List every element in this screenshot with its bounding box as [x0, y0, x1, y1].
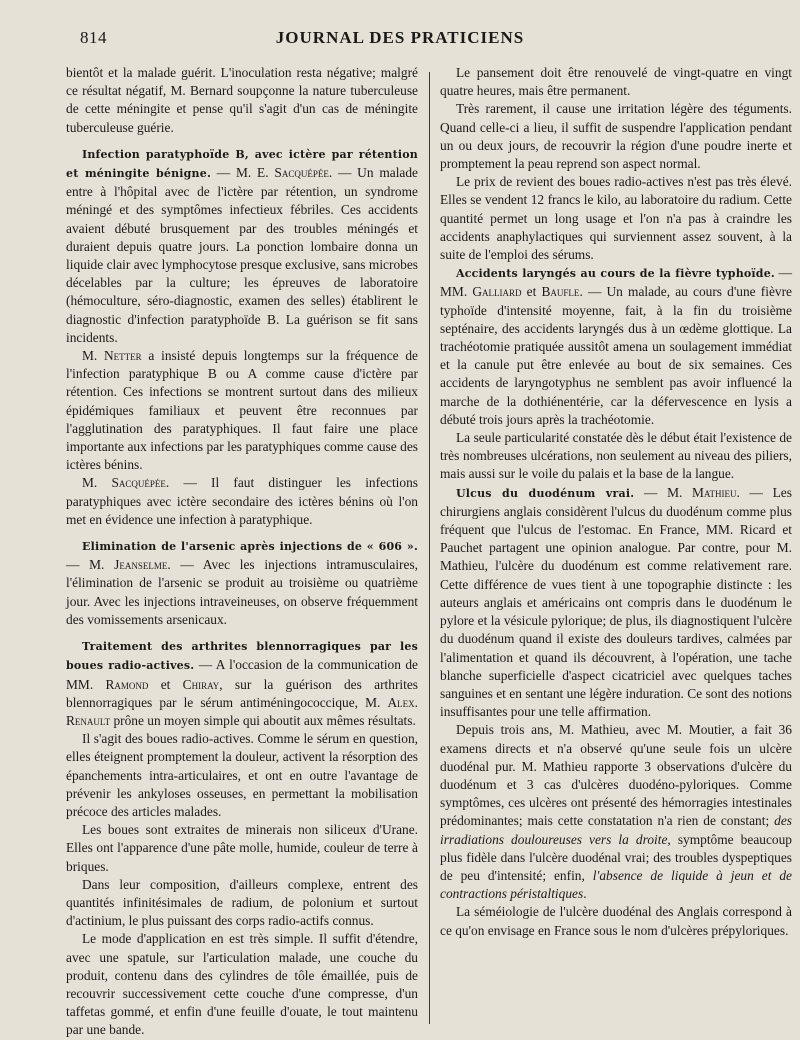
paragraph: Il s'agit des boues radio-actives. Comme le sérum en question, elles éteignent promptement la douleur, activent la résorption des épanchements intra-articulaires, et ont en outre l'avantage de prévenir les ankyloses osseuses, en permettant la mobilisation précoce des articles malades.	[66, 731, 418, 819]
author-name: Sacquépée	[111, 475, 166, 491]
italic-phrase: des irradiations douloureuses vers la droite	[440, 813, 792, 847]
paragraph: M. Sacquépée. — Il faut distinguer les infections paratyphiques avec ictère secondaire des ictères bénins où l'on met en évidence une infection à paratyphique.	[66, 475, 418, 527]
paragraph: Le mode d'application en est très simple. Il suffit d'étendre, avec une spatule, sur l'articulation malade, une couche du produit, contenu dans des cylindres de tôle émaillée, puis de recouvrir successivement cette couche d'une compresse, d'un taffetas gommé, et enfin d'une feuille d'ouate, le tout maintenu par une bande.	[66, 931, 418, 1038]
author-name: Sacquépée	[274, 165, 329, 181]
section-title: Traitement des arthrites blennorragiques par les boues radio-actives.	[66, 640, 418, 673]
paragraph: bientôt et la malade guérit. L'inoculation resta négative; malgré ce résultat négatif, M. Bernard soupçonne la nature tuberculeuse de cette méningite et pense qu'il s'agit d'un cas de méningite tuberculeuse guérie.	[66, 65, 418, 135]
section-title: Ulcus du duodénum vrai.	[456, 486, 635, 500]
author-name: Ramond	[105, 676, 149, 692]
page-number: 814	[80, 28, 107, 47]
paragraph: Dans leur composition, d'ailleurs complexe, entrent des quantités infinitésimales de radium, de polonium et surtout d'actinium, le plus puissant des corps radio-actifs connus.	[66, 876, 418, 929]
author-name: Galliard	[472, 284, 522, 300]
section-infection-paratyphoide: Infection paratyphoïde B, avec ictère par rétention et méningite bénigne. — M. E. Sacquépée. — Un malade entre à l'hôpital avec de l'ictère par rétention, un syndrome méningé et des symptômes infectieux fébriles. Ces accidents avaient débuté brusquement par des troubles méningés et duraient depuis quatre jours. La ponction lombaire donna un liquide clair avec lymphocytose presque exclusive, sans microbes décelables par la culture; les épreuves de laboratoire (hémoculture, séro-diagnostic, examen des selles) établirent le diagnostic d'infection paratyphoïde B. La guérison se fit sans incidents.	[66, 147, 418, 345]
section-title: Elimination de l'arsenic après injections de « 606 ».	[82, 540, 418, 554]
column-divider	[429, 72, 430, 1024]
paragraph: La seule particularité constatée dès le début était l'existence de très nombreuses ulcérations, non seulement au niveau des piliers, mais aussi sur le voile du palais et la base de la langue.	[440, 430, 792, 482]
paragraph: Très rarement, il cause une irritation légère des téguments. Quand celle-ci a lieu, il suffit de suspendre l'application pendant un ou deux jours, de recouvrir la région d'une poudre inerte et promptement la peau reprend son aspect normal.	[440, 101, 792, 172]
section-elimination-arsenic: Elimination de l'arsenic après injections de « 606 ». — M. Jeanselme. — Avec les injections intramusculaires, l'élimination de l'arsenic se produit au troisième ou quatrième jour. Avec les injections intraveineuses, on observe fréquemment des vomissements arsenicaux.	[66, 540, 419, 627]
author-name: Chiray	[182, 676, 220, 692]
author-name: Alex. Renault	[66, 694, 418, 728]
paragraph: Les boues sont extraites de minerais non siliceux d'Urane. Elles ont l'apparence d'une pâte molle, humide, couleur de terre à briques.	[66, 822, 418, 874]
right-column	[440, 64, 792, 940]
journal-title: JOURNAL DES PRATICIENS	[275, 28, 525, 47]
author-name: Baufle	[541, 284, 580, 300]
paragraph: M. Netter a insisté depuis longtemps sur la fréquence de l'infection paratyphique B ou A comme cause d'ictère par rétention. Ces infections se montrent surtout dans des milieux épidémiques familiaux et peuvent être reconnues par l'agglutination des paratyphiques. Il faut faire une place importante aux infections par les paratyphiques comme cause des ictères bénins.	[66, 348, 418, 473]
author-name: Jeanselme	[114, 557, 168, 573]
paragraph: La séméiologie de l'ulcère duodénal des Anglais correspond à ce qu'on envisage en France sous le nom d'ulcères prépyloriques.	[440, 904, 792, 938]
left-column	[66, 64, 418, 1040]
section-traitement-arthrites: Traitement des arthrites blennorragiques par les boues radio-actives. — A l'occasion de la communication de MM. Ramond et Chiray, sur la guérison des arthrites blennorragiques par le sérum antiméningococcique, M. Alex. Renault prône un moyen simple qui aboutit aux mêmes résultats.	[66, 640, 418, 728]
author-name: Mathieu	[692, 484, 737, 500]
section-title: Accidents laryngés au cours de la fièvre typhoïde.	[456, 267, 775, 281]
paragraph: Le pansement doit être renouvelé de vingt-quatre en vingt quatre heures, mais être permanent.	[440, 65, 792, 99]
section-title: Infection paratyphoïde B, avec ictère par rétention et méningite bénigne.	[66, 147, 418, 181]
paragraph: Le prix de revient des boues radio-actives n'est pas très élevé. Elles se vendent 12 francs le kilo, au laboratoire du radium. Cette quantité permet un long usage et l'on n'a pas à craindre les accidents anaphylactiques qui surviennent assez souvent, à la suite de l'emploi des sérums.	[440, 174, 792, 263]
page-header	[0, 0, 800, 60]
italic-phrase: l'absence de liquide à jeun et de contractions péristaltiques	[440, 867, 792, 902]
author-name: Netter	[104, 348, 142, 364]
section-ulcus-duodenum: Ulcus du duodénum vrai. — M. Mathieu. — Les chirurgiens anglais considèrent l'ulcus du duodénum comme plus fréquent que l'ulcus de l'estomac. En France, MM. Ricard et Pauchet partagent une opinion analogue. Par contre, pour M. Mathieu, l'ulcère du duodénum est comme relativement rare. Cette différence de vues tient à une topographie distincte : les auteurs anglais et américains ont compris dans le duodénum le pylore et la vésicule pylorique; de plus, ils diagnostiquent l'ulcère du duodénum quand il existe des douleurs tardives, calmées par l'alimentation et quand ils découvrent, à l'opération, une tache blanche superficielle d'aspect cicatriciel avec quelques taches sanguines et en sentant une légère induration. Ce sont des notions insuffisantes pour une telle affirmation.	[440, 484, 792, 720]
paragraph: Depuis trois ans, M. Mathieu, avec M. Moutier, a fait 36 examens directs et n'a observé qu'une seule fois un ulcère duodénal pur. M. Mathieu rapporte 3 observations d'ulcère du duodénum et 3 cas d'ulcères duodéno-pyloriques. Comme symptômes, ces ulcères ont présenté des hémorragies intestinales prédominantes; mais cette constatation n'a rien de constant; des irradiations douloureuses vers la droite, symptôme beaucoup plus fidèle dans l'ulcère duodénal vrai; des troubles dyspeptiques de peu d'intensité; enfin, l'absence de liquide à jeun et de contractions péristaltiques.	[440, 722, 792, 902]
section-accidents-laryngés: Accidents laryngés au cours de la fièvre typhoïde. — MM. Galliard et Baufle. — Un malade, au cours d'une fièvre typhoïde d'intensité moyenne, fait, à la fin du troisième septénaire, des accidents laryngés dus à un œdème glottique. La trachéotomie pratiquée aussitôt amena un soulagement immédiat et la canule put être enlevée au bout de six semaines. Ces accidents de laryngotyphus ne semblent pas avoir influencé la marche de la dothiénentérie, car la défervescence en lysis a débuté trois jours après la trachéotomie.	[440, 265, 792, 427]
